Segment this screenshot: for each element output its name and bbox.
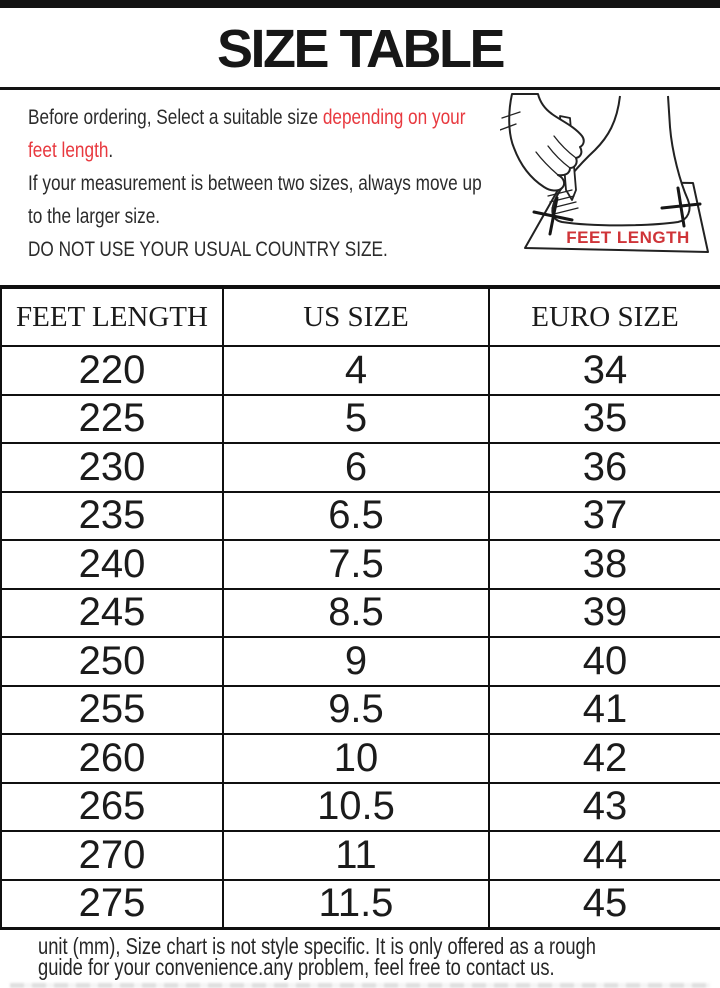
table-row xyxy=(1,831,720,880)
table-cell: 245 xyxy=(1,589,223,638)
table-cell: 39 xyxy=(489,589,720,638)
table-cell: 275 xyxy=(1,880,223,929)
table-cell: 43 xyxy=(489,783,720,832)
table-cell: 6 xyxy=(223,443,489,492)
table-cell: 4 xyxy=(223,346,489,395)
table-row xyxy=(1,589,720,638)
table-cell: 9 xyxy=(223,637,489,686)
table-cell: 42 xyxy=(489,734,720,783)
table-cell: 11.5 xyxy=(223,880,489,929)
table-cell: 45 xyxy=(489,880,720,929)
table-cell: 240 xyxy=(1,540,223,589)
footer-note xyxy=(0,930,720,978)
table-cell: 41 xyxy=(489,686,720,735)
table-cell: 235 xyxy=(1,492,223,541)
table-cell: 6.5 xyxy=(223,492,489,541)
intro-section xyxy=(0,90,720,285)
table-cell: 40 xyxy=(489,637,720,686)
intro-line-2-period: . xyxy=(108,139,114,162)
table-row xyxy=(1,443,720,492)
table-cell: 34 xyxy=(489,346,720,395)
intro-line-4: to the larger size. xyxy=(28,205,161,228)
table-row xyxy=(1,395,720,444)
table-row xyxy=(1,637,720,686)
header-row xyxy=(1,287,720,346)
header-feet-length: FEET LENGTH xyxy=(1,287,223,346)
table-cell: 11 xyxy=(223,831,489,880)
table-cell: 270 xyxy=(1,831,223,880)
top-black-bar xyxy=(0,0,720,8)
size-table-body xyxy=(1,346,720,929)
table-row xyxy=(1,686,720,735)
footer-line-1: unit (mm), Size chart is not style specific. It is only offered as a rough xyxy=(38,933,596,959)
table-cell: 8.5 xyxy=(223,589,489,638)
table-cell: 38 xyxy=(489,540,720,589)
table-cell: 250 xyxy=(1,637,223,686)
page-title: SIZE TABLE xyxy=(216,19,503,79)
header-us-size: US SIZE xyxy=(223,287,489,346)
table-cell: 10 xyxy=(223,734,489,783)
foot-measurement-illustration xyxy=(500,92,715,262)
table-cell: 230 xyxy=(1,443,223,492)
intro-line-2-red: feet length xyxy=(28,139,109,162)
intro-line-5: DO NOT USE YOUR USUAL COUNTRY SIZE. xyxy=(28,238,388,261)
table-row xyxy=(1,783,720,832)
table-cell: 37 xyxy=(489,492,720,541)
intro-line-1-red: depending on your xyxy=(322,106,466,129)
table-cell: 10.5 xyxy=(223,783,489,832)
cut-off-content-strip xyxy=(10,983,710,988)
table-cell: 5 xyxy=(223,395,489,444)
table-row xyxy=(1,734,720,783)
feet-length-label: FEET LENGTH xyxy=(566,228,690,247)
table-cell: 265 xyxy=(1,783,223,832)
size-table xyxy=(0,285,720,930)
intro-line-3: If your measurement is between two sizes, always move up xyxy=(28,172,482,195)
table-cell: 225 xyxy=(1,395,223,444)
table-row xyxy=(1,346,720,395)
table-cell: 9.5 xyxy=(223,686,489,735)
size-table-header xyxy=(1,287,720,346)
intro-line-1-black: Before ordering, Select a suitable size xyxy=(28,106,323,129)
table-cell: 36 xyxy=(489,443,720,492)
footer-line-2: guide for your convenience.any problem, feel free to contact us. xyxy=(38,954,555,980)
table-cell: 260 xyxy=(1,734,223,783)
table-cell: 7.5 xyxy=(223,540,489,589)
table-cell: 255 xyxy=(1,686,223,735)
table-row xyxy=(1,880,720,929)
table-row xyxy=(1,492,720,541)
table-cell: 44 xyxy=(489,831,720,880)
header-euro-size: EURO SIZE xyxy=(489,287,720,346)
table-cell: 220 xyxy=(1,346,223,395)
table-row xyxy=(1,540,720,589)
table-cell: 35 xyxy=(489,395,720,444)
